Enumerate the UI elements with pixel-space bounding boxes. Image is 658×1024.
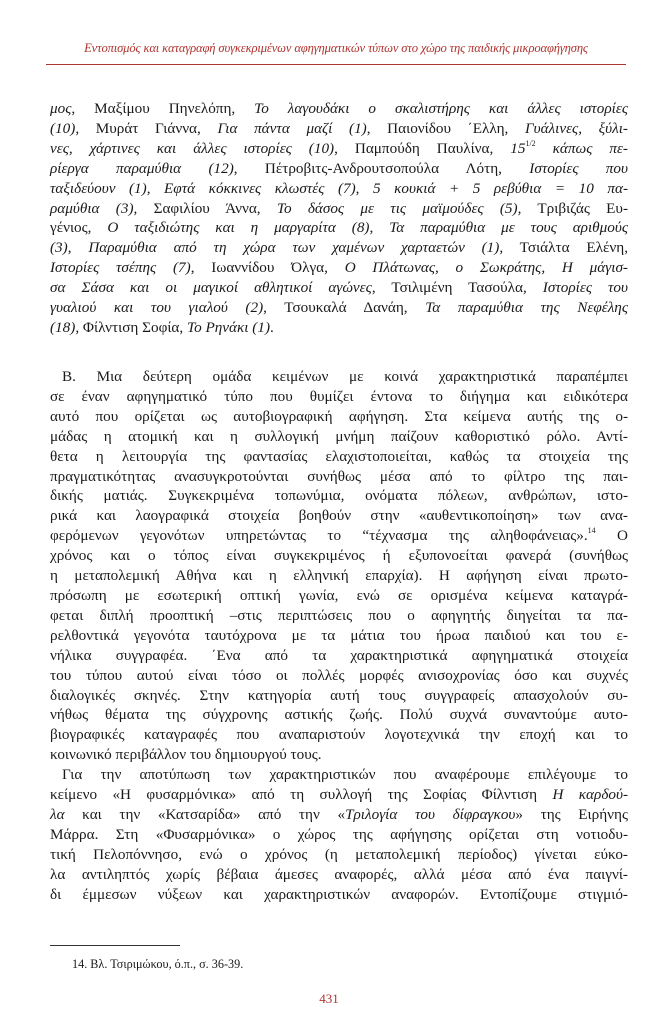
- text-run: νες, χάρτινες και άλλες ιστορίες (10): [50, 139, 335, 157]
- text-run: Για την αποτύπωση των χαρακτηριστικών που αναφέρουμε επιλέγουμε το: [62, 766, 628, 784]
- superscript: 1/2: [525, 138, 536, 148]
- text-line: [50, 785, 628, 805]
- text-run: ραμύθια (3): [50, 199, 134, 217]
- text-run: η μεταπολεμική Αθήνα και η ελληνική επαρχία). Η αφήγηση είναι πρωτο-: [50, 567, 628, 585]
- text-line: [50, 199, 628, 219]
- text-run: Γυάλινες, ξύλι-: [524, 119, 628, 137]
- page-number: 431: [319, 991, 339, 1006]
- text-line: [50, 885, 628, 905]
- text-run: Για πάντα μαζί (1): [217, 119, 367, 137]
- text-line: [50, 447, 628, 467]
- text-run: Το δάσος με τις μαϊμούδες (5): [276, 199, 518, 217]
- text-line: [50, 407, 628, 427]
- text-run: , Παιονίδου ΄Ελλη,: [366, 119, 525, 137]
- text-line: [50, 467, 628, 487]
- text-line: [50, 258, 628, 278]
- text-run: Εφτά κόκκινες κλωστές (7): [164, 179, 356, 197]
- text-line: [50, 546, 628, 566]
- text-line: [50, 626, 628, 646]
- text-run: νήλικα συγγραφέα. ΄Ενα από τα χαρακτηριστικά αφηγηματικά στοιχεία: [50, 646, 628, 664]
- text-run: χρόνος και ο τόπος είναι συγκεκριμένος ή εξυπονοείται φανερά (συνήθως: [50, 547, 628, 565]
- text-line: [50, 805, 628, 825]
- text-run: , Πέτροβιτς-Ανδρουτσοπούλα Λότη,: [233, 159, 530, 177]
- text-run: σα Σάσα και οι μαγικοί αθλητικοί αγώνες: [50, 279, 372, 297]
- text-line: [50, 825, 628, 845]
- text-run: Ο: [595, 527, 629, 545]
- text-line: [50, 745, 628, 765]
- text-run: Ιστορίες τσέπης (7): [50, 259, 191, 277]
- text-run: πραγματικότητας ανασυγκροτούνται συνήθως μέσα από το φίλτρο της παι-: [50, 467, 628, 485]
- text-line: [50, 238, 628, 258]
- text-run: Τα παραμύθια της Νεφέλης: [425, 299, 628, 317]
- text-run: κείμενο «Η φυσαρμόνικα» από τη συλλογή της Σοφίας Φίλντιση: [50, 786, 553, 804]
- text-run: Μάρρα. Στη «Φυσαρμόνικα» ο χώρος της αφήγησης ορίζεται στη νοτιοδυ-: [50, 825, 628, 843]
- text-run: γένιος,: [50, 219, 108, 237]
- text-run: , Μυράτ Γιάννα,: [75, 119, 218, 137]
- text-line: [50, 765, 628, 785]
- text-run: Παραμύθια από τη χώρα των χαμένων χαρταετών (1): [88, 239, 500, 257]
- text-line: [50, 486, 628, 506]
- text-run: , Τσουκαλά Δανάη,: [263, 299, 426, 317]
- text-run: αυτό που ορίζεται ως αυτοβιογραφική αφήγηση. Στα κείμενα αυτής της ο-: [50, 407, 628, 425]
- text-run: Τριλογία του δίφραγκου: [345, 805, 516, 823]
- text-run: ρικά και λαογραφικά στοιχεία βοηθούν στην «αυθεντικοποίηση» των ανα-: [50, 507, 628, 525]
- header-rule: [46, 64, 626, 65]
- text-run: , Φίλντιση Σοφία,: [75, 318, 187, 336]
- text-run: Ο Πλάτωνας, ο Σωκράτης, Η μάγισ-: [344, 259, 628, 277]
- text-run: και την «Κατσαρίδα» από την «: [64, 805, 346, 823]
- text-run: Τα παραμύθια με τους αριθμούς: [389, 219, 628, 237]
- text-run: , Τσιλιμένη Τασούλα,: [371, 279, 543, 297]
- text-run: , Μαξίμου Πηνελόπη,: [71, 100, 255, 117]
- body-paragraph: [50, 367, 628, 904]
- text-run: Το Ρηνάκι (1): [187, 318, 270, 336]
- text-line: [50, 845, 628, 865]
- text-line: [50, 526, 628, 546]
- text-line: [50, 566, 628, 586]
- text-run: θετα η λειτουργία της φαντασίας ελαχιστοποιείται, καθώς τα στοιχεία της: [50, 447, 628, 465]
- text-run: 5 κουκιά + 5 ρεβύθια = 10 πα-: [372, 179, 629, 197]
- text-line: [50, 367, 628, 387]
- text-run: μάδας η ατομική και η συλλογική μνήμη παίζουν καθοριστικό ρόλο. Αντί-: [50, 427, 628, 445]
- text-run: Ιστορίες του: [542, 279, 628, 297]
- text-run: λα: [50, 805, 65, 823]
- footnote-rule: [50, 945, 180, 946]
- text-run: Β. Μια δεύτερη ομάδα κειμένων με κοινά χαρακτηριστικά παραπέμπει: [62, 368, 628, 385]
- text-line: [50, 705, 628, 725]
- text-line: [50, 606, 628, 626]
- text-run: σε έναν αφηγηματικό τύπο που θυμίζει έντονα το διήγημα και ειδικότερα: [50, 387, 628, 405]
- text-line: [50, 865, 628, 885]
- text-run: κοινωνικό περιβάλλον του δημιουργού τους.: [50, 746, 322, 764]
- text-run: , Τσιάλτα Ελένη,: [499, 239, 628, 257]
- text-run: λα αντιληπτός χωρίς βέβαια άμεσες αναφορές, αλλά μέσα από ένα παιγνί-: [50, 865, 628, 883]
- text-run: δι έμμεσων νύξεων και χαρακτηριστικών αναφορών. Εντοπίζουμε στιγμιό-: [50, 885, 628, 903]
- text-line: [50, 119, 628, 139]
- text-run: , Σαφιλίου Άννα,: [133, 199, 277, 217]
- text-run: κάπως πε-: [535, 139, 628, 157]
- text-run: ταξιδεύουν (1): [50, 179, 147, 197]
- text-run: ,: [369, 219, 390, 237]
- text-line: [50, 387, 628, 407]
- running-header: Εντοπισμός και καταγραφή συγκεκριμένων αφηγηματικών τύπων στο χώρο της παιδικής μικροαφήγησης: [84, 41, 588, 55]
- text-line: [50, 159, 628, 179]
- text-run: ,: [355, 179, 373, 197]
- text-run: ρίεργα παραμύθια (12): [50, 159, 234, 177]
- text-run: » της Ειρήνης: [515, 805, 628, 823]
- text-run: φερόμενων γεγονότων υπηρετώντας το “τέχνασμα της αληθοφάνειας».: [50, 527, 588, 545]
- text-run: , Τριβιζάς Ευ-: [517, 199, 629, 217]
- text-run: Η καρδού-: [552, 786, 629, 804]
- text-run: Ιστορίες που: [529, 159, 628, 177]
- text-line: [50, 586, 628, 606]
- text-run: Ο ταξιδιώτης και η μαργαρίτα (8): [107, 219, 370, 237]
- text-run: πρόσωπη με εσωτερική οπτική γωνία, ενώ σε ορισμένα κείμενα καταγρά-: [50, 586, 628, 604]
- text-run: γυαλιού και του γιαλού (2): [50, 299, 264, 317]
- text-line: [50, 218, 628, 238]
- text-run: Το λαγουδάκι ο σκαλιστήρης και άλλες ιστορίες: [254, 100, 628, 117]
- text-line: [50, 427, 628, 447]
- text-run: του τύπου αυτού είναι τόσο οι πολλές μορφές ανισοχρονίας όσο και συχνές: [50, 666, 628, 684]
- superscript: 14: [587, 526, 596, 536]
- text-run: 15: [510, 139, 526, 157]
- text-line: [50, 506, 628, 526]
- text-line: [50, 278, 628, 298]
- text-run: ,: [67, 239, 89, 257]
- text-line: [50, 666, 628, 686]
- footnote: 14. Βλ. Τσιριμώκου, ό.π., σ. 36-39.: [72, 957, 244, 971]
- text-run: φεται διπλή προοπτική –στις περιπτώσεις που ο αφηγητής διηγείται τα πα-: [50, 606, 628, 624]
- text-line: [50, 99, 628, 119]
- text-line: [50, 318, 628, 338]
- text-line: [50, 686, 628, 706]
- text-run: , Παμπούδη Παυλίνα,: [334, 139, 511, 157]
- text-run: μος: [50, 100, 72, 117]
- text-run: , Ιωαννίδου Όλγα,: [190, 259, 345, 277]
- text-run: (10): [50, 119, 76, 137]
- list-paragraph: [50, 99, 628, 338]
- text-run: (3): [50, 239, 68, 257]
- text-run: δικής ματιάς. Συγκεκριμένα τοπωνύμια, ονόματα πόλεων, ανθρώπων, ιστο-: [50, 487, 628, 505]
- text-run: ρελθοντικά γεγονότα ταυτόχρονα με τα μάτια του ήρωα παιδιού και του ε-: [50, 626, 628, 644]
- text-run: διαλογικές σκηνές. Στην κατηγορία αυτή τους συγγραφείς απασχολούν συ-: [50, 686, 628, 704]
- text-line: [50, 139, 628, 159]
- text-line: [50, 646, 628, 666]
- text-run: (18): [50, 318, 76, 336]
- text-run: βιογραφικές καταγραφές που αναπαριστούν λογοτεχνικά την εποχή και το: [50, 726, 628, 744]
- text-run: τική Πελοπόννησο, ενώ ο χρόνος (η μεταπολεμική περίοδος) γίνεται εύκο-: [50, 845, 628, 863]
- text-line: [50, 298, 628, 318]
- text-run: .: [270, 318, 274, 336]
- text-run: ,: [146, 179, 165, 197]
- text-line: [50, 179, 628, 199]
- text-line: [50, 725, 628, 745]
- text-run: νήθως θέματα της σύγχρονης αστικής ζωής. Πολύ συχνά συναντούμε αυτο-: [50, 706, 628, 724]
